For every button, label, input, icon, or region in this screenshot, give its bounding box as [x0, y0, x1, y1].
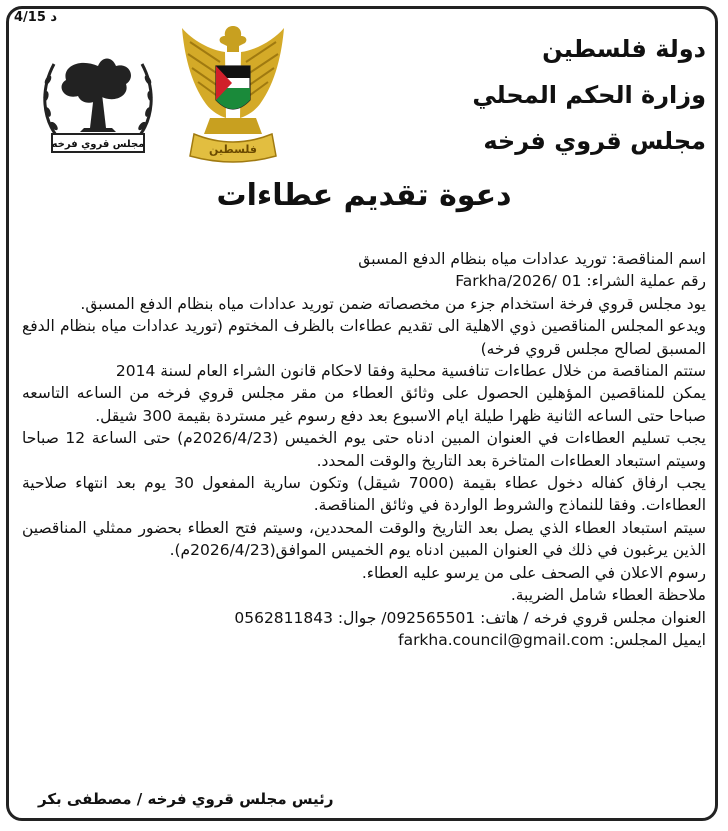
header-ministry: وزارة الحكم المحلي [472, 81, 706, 109]
page-number: 4/15 د [14, 10, 58, 25]
tender-name-line [22, 248, 706, 270]
paragraph-6: يجب ارفاق كفاله دخول عطاء بقيمة (7000 شيقل) وتكون سارية المفعول 30 يوم بعد انتهاء صلاحية العطاءات. وفقا للنماذج والشروط الواردة في وثائق المناقصة. [22, 474, 706, 515]
paragraph-3: ستتم المناقصة من خلال عطاءات تنافسية محلية وفقا لاحكام قانون الشراء العام لسنة 2014 [115, 362, 706, 381]
tender-body [22, 248, 706, 651]
paragraph-8: رسوم الاعلان في الصحف على من يرسو عليه العطاء. [361, 563, 706, 582]
mobile-number: 0562811843 [234, 608, 333, 627]
header-council: مجلس قروي فرخه [483, 127, 706, 155]
paragraph-4: يمكن للمناقصين المؤهلين الحصول على وثائق العطاء من مقر مجلس قروي فرخه من الساعه التاسعه صباحا حتى الساعه الثانية ظهرا طيلة ايام الاسبوع بعد دفع رسوم غير مستردة بقيمة 300 شيقل. [22, 384, 706, 425]
purchase-number-value: Farkha/2026/ 01 [455, 272, 582, 291]
seal-label: مجلس قروي فرخه [51, 139, 145, 150]
header [472, 26, 706, 164]
tender-name-label: اسم المناقصة: [606, 250, 706, 268]
paragraph-2: ويدعو المجلس المناقصين ذوي الاهلية الى تقديم عطاءات بالظرف المختوم (توريد عدادات مياه بنظام الدفع المسبق لصالح مجلس قروي فرخه) [22, 317, 706, 358]
address-line [22, 607, 706, 629]
header-state: دولة فلسطين [542, 35, 706, 63]
signature: رئيس مجلس قروي فرخه / مصطفى بكر [38, 790, 334, 808]
paragraph-5: يجب تسليم العطاءات في العنوان المبين ادناه حتى يوم الخميس (2026/4/23م) حتى الساعة 12 صباحا وسيتم استبعاد العطاءات المتاخرة بعد التاريخ والوقت المحدد. [22, 429, 706, 470]
paragraph-7: سيتم استبعاد العطاء الذي يصل بعد التاريخ والوقت المحددين، وسيتم فتح العطاء بحضور ممثلي المناقصين الذين يرغبون في ذلك في العنوان المبين ادناه يوم الخميس الموافق(2026/4/23م). [22, 518, 706, 560]
address-label: العنوان مجلس قروي فرخه / هاتف: [475, 608, 706, 627]
palestine-eagle-emblem-icon [180, 22, 286, 168]
email-label: ايميل المجلس: [604, 630, 706, 649]
page-title: دعوة تقديم عطاءات [216, 178, 512, 213]
phone-number: 092565501 [386, 608, 476, 627]
mobile-label: / جوال: [332, 608, 387, 627]
email-address: farkha.council@gmail.com [398, 630, 605, 649]
olive-tree-seal-icon [38, 40, 158, 160]
emblem-label: فلسطين [209, 143, 257, 156]
purchase-number-line [22, 270, 706, 292]
email-line [22, 629, 706, 651]
paragraph-9: ملاحظة العطاء شامل الضريبة. [510, 586, 706, 605]
purchase-number-label: رقم عملية الشراء: [581, 272, 706, 291]
tender-name-value: توريد عدادات مياه بنظام الدفع المسبق [358, 250, 607, 268]
paragraph-1: يود مجلس قروي فرخة استخدام جزء من مخصصاته ضمن توريد عدادات مياه بنظام الدفع المسبق. [80, 294, 706, 313]
